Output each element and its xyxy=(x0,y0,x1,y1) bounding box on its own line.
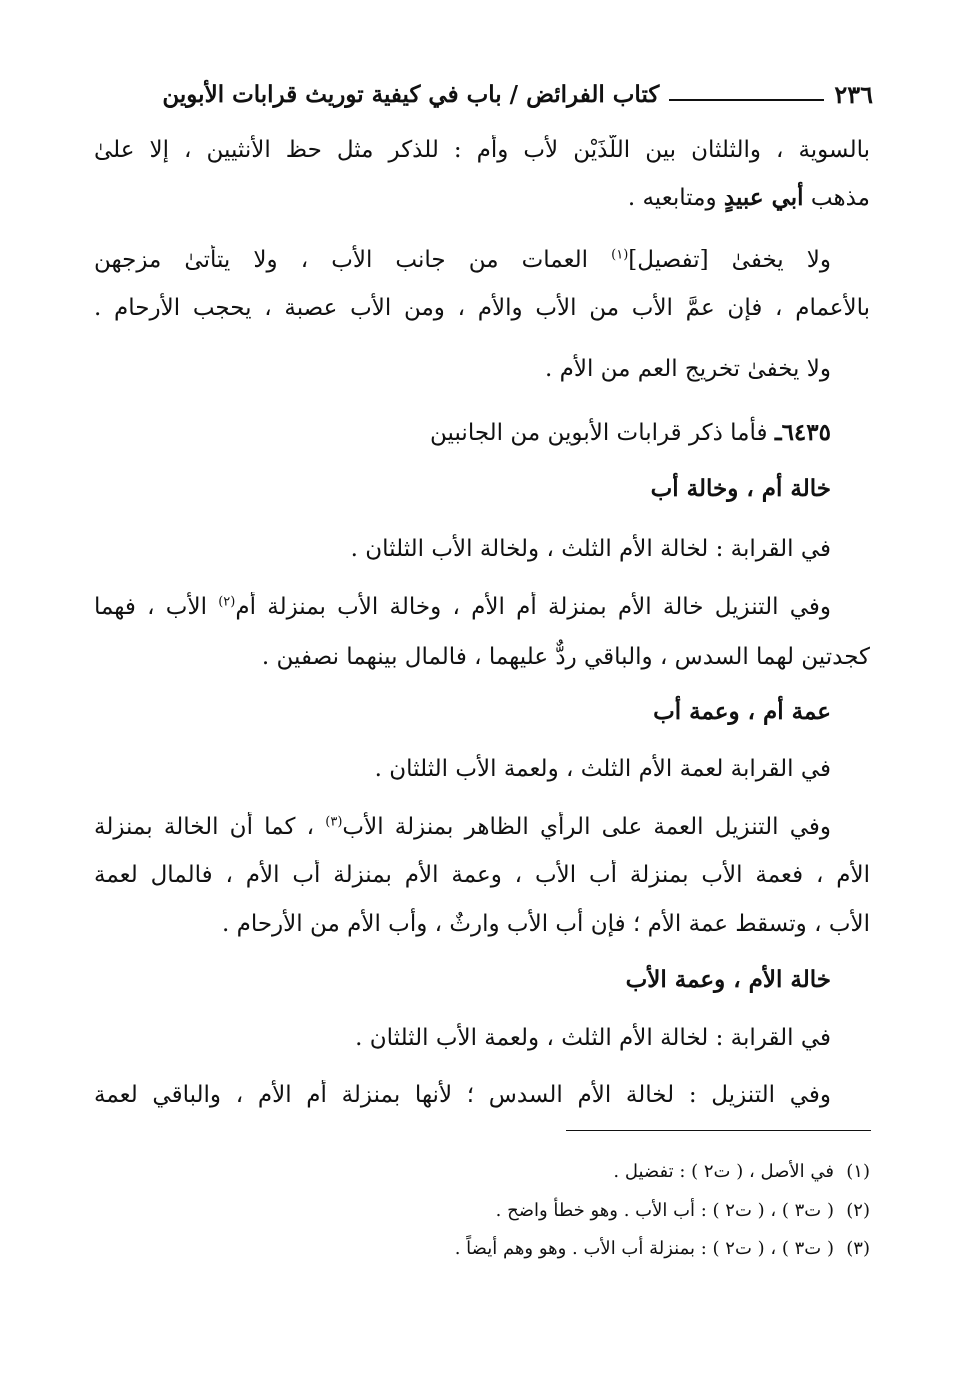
text-line: الأب ، وتسقط عمة الأم ؛ فإن أب الأب وارثٌ ، وأب الأم من الأرحام . xyxy=(221,911,870,937)
footnote-ref-2: (٢) xyxy=(218,594,236,610)
name-abu-ubayd: أبي عبيدٍ xyxy=(723,184,804,211)
footnote-separator xyxy=(566,1130,871,1131)
footnote-text: ( ت٣ ) ، ( ت٢ ) : بمنزلة أب الأب . وهو وهم أيضاً . xyxy=(454,1238,834,1259)
section-number: ٦٤٣٥ـ xyxy=(774,419,831,446)
text-line: بالأعمام ، فإن عمَّ الأب من الأب والأم ، ومن الأب عصبة ، يحجب الأرحام . xyxy=(94,295,870,321)
footnote-number: (٢) xyxy=(846,1200,870,1221)
running-title: كتاب الفرائض / باب في كيفية توريث قرابات الأبوين xyxy=(162,80,660,108)
footnote-ref-1: (١) xyxy=(611,247,629,263)
page-number: ٢٣٦ xyxy=(834,79,873,109)
footnote-ref-3: (٣) xyxy=(325,814,343,830)
text-line: كجدتين لهما السدس ، والباقي ردٌّ عليهما ، فالمال بينهما نصفين . xyxy=(261,644,870,670)
footnote-number: (٣) xyxy=(846,1238,870,1259)
footnote xyxy=(455,1236,870,1262)
footnote-text: في الأصل ، ( ت٢ ) : تفضيل . xyxy=(613,1161,834,1182)
text-line: ولا يخفىٰ [تفصيل]$^{(١)}$ العمات من جانب الأب ، ولا يتأتىٰ مزجهن xyxy=(94,247,831,273)
running-header xyxy=(96,74,873,114)
footnote xyxy=(613,1159,870,1185)
text-line: وفي التنزيل خالة الأم بمنزلة أم الأم ، وخالة الأب بمنزلة أم$^{(٢)}$ الأب ، فهما xyxy=(94,594,831,620)
case-heading: خالة الأم ، وعمة الأب xyxy=(625,966,831,993)
case-heading: خالة أم ، وخالة أب xyxy=(650,475,831,502)
section-heading: ٦٤٣٥ـ فأما ذكر قرابات الأبوين من الجانبين xyxy=(430,419,831,446)
text-line: في القرابة : لخالة الأم الثلث ، ولخالة الأب الثلثان . xyxy=(350,536,831,562)
header-rule xyxy=(669,99,824,101)
footnote-text: ( ت٣ ) ، ( ت٢ ) : أب الأب . وهو خطأ واضح . xyxy=(495,1200,834,1221)
text-line: في القرابة لعمة الأم الثلث ، ولعمة الأب الثلثان . xyxy=(374,756,831,782)
text-line: الأم ، فعمة الأب بمنزلة أب الأب ، وعمة الأم بمنزلة أب الأم ، فالمال لعمة xyxy=(94,862,870,888)
footnote-number: (١) xyxy=(846,1161,870,1182)
case-heading: عمة أم ، وعمة أب xyxy=(653,698,831,725)
text-line: في القرابة : لخالة الأم الثلث ، ولعمة الأب الثلثان . xyxy=(355,1025,831,1051)
text-line: وفي التنزيل : لخالة الأم السدس ؛ لأنها بمنزلة أم الأم ، والباقي لعمة xyxy=(94,1082,831,1108)
text-line: بالسوية ، والثلثان بين اللَّذَيْن لأب وأم : للذكر مثل حظ الأنثيين ، إلا علىٰ xyxy=(94,137,870,163)
text-line: وفي التنزيل العمة على الرأي الظاهر بمنزلة الأب$^{(٣)}$ ، كما أن الخالة بمنزلة xyxy=(94,814,831,840)
text-line: ولا يخفىٰ تخريج العم من الأم . xyxy=(544,356,831,382)
footnote xyxy=(496,1198,870,1224)
text-line: مذهب أبي عبيدٍ ومتابعيه . xyxy=(627,184,870,211)
